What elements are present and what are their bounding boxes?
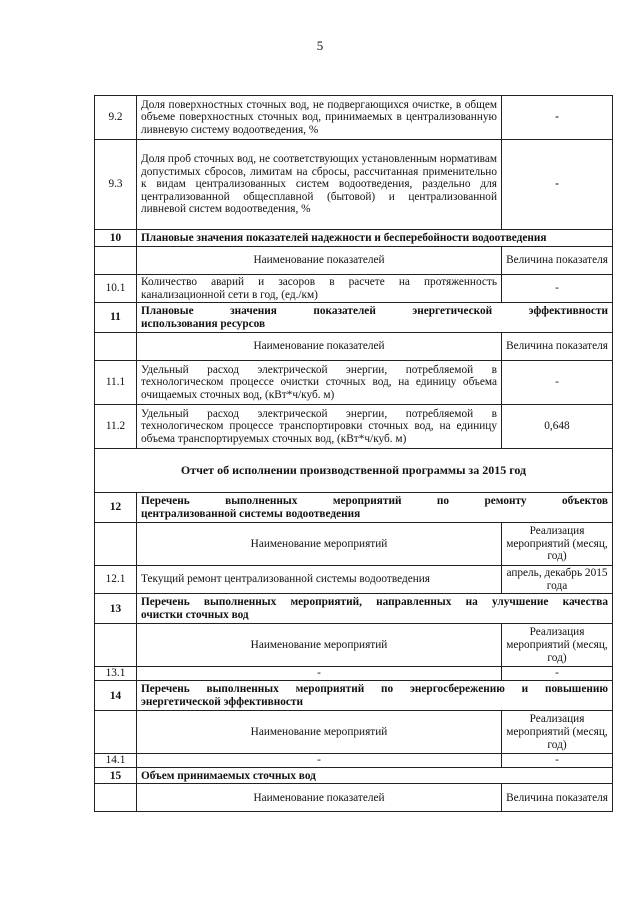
column-header-name: Наименование показателей: [137, 333, 502, 361]
column-header-name: Наименование показателей: [137, 784, 502, 812]
column-header-row: [95, 333, 613, 361]
table-row: [95, 405, 613, 449]
report-title: Отчет об исполнении производственной программы за 2015 год: [95, 449, 613, 493]
column-header-row: [95, 247, 613, 275]
section-title-line2: очистки сточных вод: [141, 608, 249, 621]
section-header-row: [95, 230, 613, 247]
row-number: 11.2: [95, 405, 137, 449]
table-row: [95, 667, 613, 681]
empty-cell: [95, 523, 137, 566]
indicator-value: -: [502, 96, 613, 140]
column-header-name: Наименование мероприятий: [137, 624, 502, 667]
section-title: Объем принимаемых сточных вод: [137, 768, 613, 784]
row-number: 11.1: [95, 361, 137, 405]
section-header-row: [95, 768, 613, 784]
activity-name: Текущий ремонт централизованной системы водоотведения: [137, 566, 502, 594]
empty-cell: [95, 711, 137, 754]
column-header-row: [95, 523, 613, 566]
indicator-name: Удельный расход электрической энергии, потребляемой в технологическом процессе очистки сточных вод, на единицу объема очищаемых сточных вод, (кВт*ч/куб. м): [137, 361, 502, 405]
section-header-row: [95, 594, 613, 624]
section-title-line1: Перечень выполненных мероприятий по ремонту объектов: [141, 495, 608, 508]
column-header-value: Реализация мероприятий (месяц, год): [502, 624, 613, 667]
empty-cell: [95, 624, 137, 667]
section-title: [137, 303, 613, 333]
activity-name: -: [137, 667, 502, 681]
empty-cell: [95, 247, 137, 275]
section-header-row: [95, 303, 613, 333]
row-number: 9.3: [95, 140, 137, 230]
column-header-row: [95, 624, 613, 667]
row-number: 13.1: [95, 667, 137, 681]
section-number: 15: [95, 768, 137, 784]
section-title-line2: использования ресурсов: [141, 317, 266, 330]
column-header-name: Наименование показателей: [137, 247, 502, 275]
indicator-name: Количество аварий и засоров в расчете на протяженность канализационной сети в год, (ед./км): [137, 275, 502, 303]
column-header-name: Наименование мероприятий: [137, 711, 502, 754]
section-header-row: [95, 681, 613, 711]
column-header-row: [95, 711, 613, 754]
section-title-line1: Плановые значения показателей энергетической эффективности: [141, 305, 608, 318]
table-row: [95, 275, 613, 303]
row-number: 9.2: [95, 96, 137, 140]
column-header-name: Наименование мероприятий: [137, 523, 502, 566]
empty-cell: [95, 784, 137, 812]
activity-name: -: [137, 754, 502, 768]
section-title: [137, 493, 613, 523]
table-row: [95, 96, 613, 140]
indicator-value: -: [502, 361, 613, 405]
activity-date: апрель, декабрь 2015 года: [502, 566, 613, 594]
indicator-value: -: [502, 140, 613, 230]
section-title-line2: энергетической эффективности: [141, 695, 303, 708]
activity-date: -: [502, 754, 613, 768]
indicator-name: Доля проб сточных вод, не соответствующих установленным нормативам допустимых сбросов, лимитам на сбросы, рассчитанная применительно к видам централизованных систем водоотведения, раздельно для централизованной общесплавной (бытовой) и централизованной ливневой систем водоотведения, %: [137, 140, 502, 230]
table-row: [95, 361, 613, 405]
indicator-value: 0,648: [502, 405, 613, 449]
row-number: 12.1: [95, 566, 137, 594]
indicator-name: Удельный расход электрической энергии, потребляемой в технологическом процессе транспортировки сточных вод, на единицу объема транспортируемых сточных вод, (кВт*ч/куб. м): [137, 405, 502, 449]
section-title: Плановые значения показателей надежности и бесперебойности водоотведения: [137, 230, 613, 247]
page-number: 5: [316, 38, 324, 53]
section-number: 11: [95, 303, 137, 333]
row-number: 14.1: [95, 754, 137, 768]
section-title: [137, 594, 613, 624]
column-header-value: Величина показателя: [502, 784, 613, 812]
section-title-line1: Перечень выполненных мероприятий по энергосбережению и повышению: [141, 683, 608, 696]
section-number: 10: [95, 230, 137, 247]
column-header-value: Реализация мероприятий (месяц, год): [502, 523, 613, 566]
section-number: 12: [95, 493, 137, 523]
indicator-name: Доля поверхностных сточных вод, не подвергающихся очистке, в общем объеме поверхностных сточных вод, принимаемых в централизованную ливневую систему водоотведения, %: [137, 96, 502, 140]
section-title-line2: централизованной системы водоотведения: [141, 507, 361, 520]
column-header-value: Величина показателя: [502, 247, 613, 275]
section-number: 13: [95, 594, 137, 624]
section-number: 14: [95, 681, 137, 711]
section-title: [137, 681, 613, 711]
table-row: [95, 140, 613, 230]
indicators-table: [94, 95, 613, 812]
empty-cell: [95, 333, 137, 361]
section-header-row: [95, 493, 613, 523]
table-row: [95, 566, 613, 594]
section-title-line1: Перечень выполненных мероприятий, направленных на улучшение качества: [141, 596, 608, 609]
column-header-value: Величина показателя: [502, 333, 613, 361]
column-header-value: Реализация мероприятий (месяц, год): [502, 711, 613, 754]
activity-date: -: [502, 667, 613, 681]
report-title-row: [95, 449, 613, 493]
column-header-row: [95, 784, 613, 812]
table-row: [95, 754, 613, 768]
indicator-value: -: [502, 275, 613, 303]
row-number: 10.1: [95, 275, 137, 303]
